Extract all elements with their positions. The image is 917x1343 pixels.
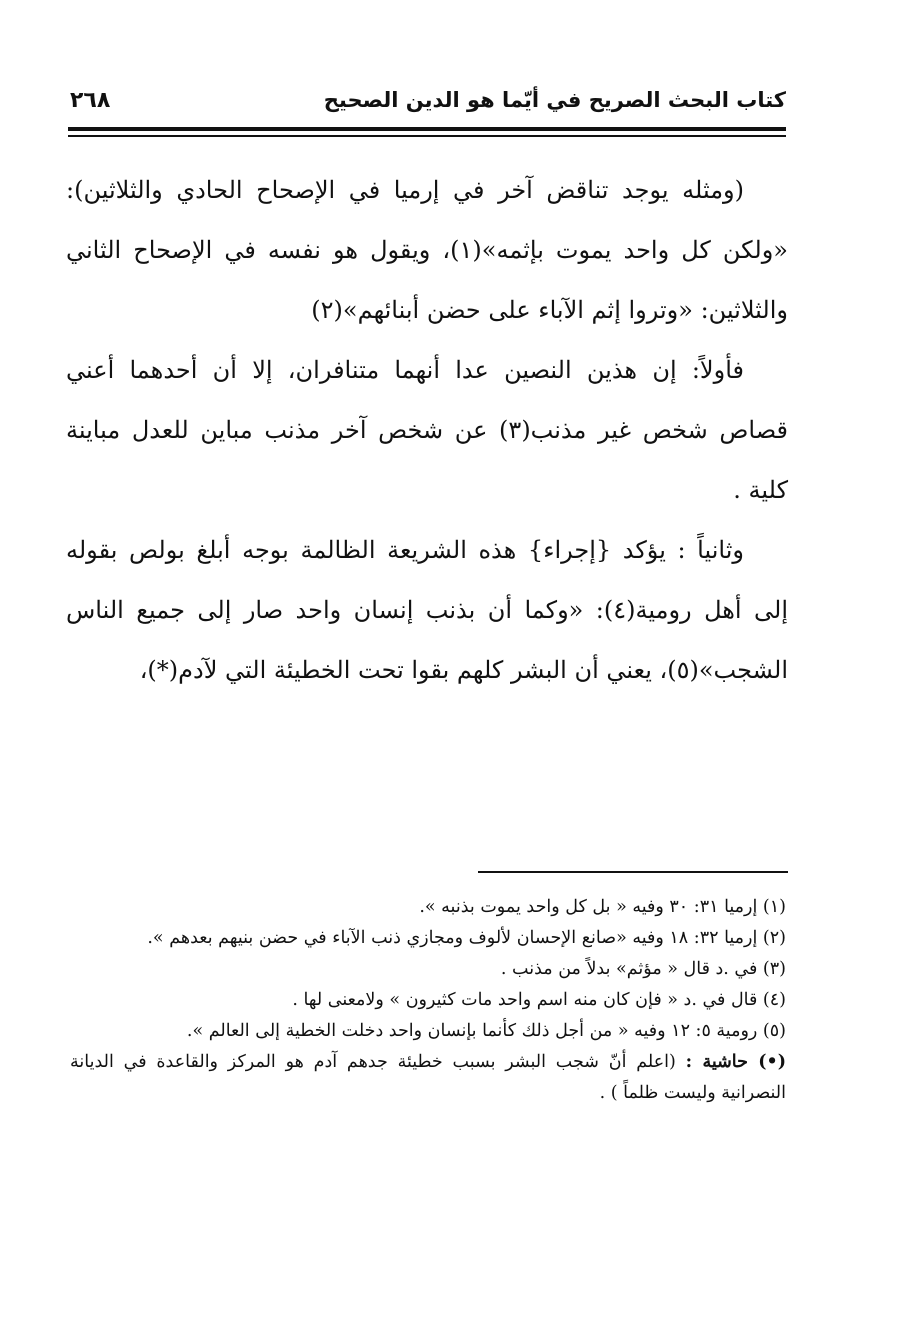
footnote-2: (٢) إرميا ٣٢: ١٨ وفيه «صانع الإحسان لألوف ومجازي ذنب الآباء في حضن بنيهم بعدهم ». (147, 928, 786, 948)
running-header (70, 88, 786, 124)
annotation-text: (اعلم أنّ شجب البشر بسبب خطيئة جدهم آدم هو المركز والقاعدة في الديانة النصرانية وليست ظلماً ) . (70, 1052, 786, 1103)
main-text (66, 160, 788, 700)
header-rule-thick (68, 127, 786, 131)
footnote-separator (478, 871, 788, 873)
book-title: كتاب البحث الصريح في أيّما هو الدين الصحيح (323, 88, 786, 112)
header-rule-thin (68, 135, 786, 137)
paragraph-3: وثانياً : يؤكد {إجراء} هذه الشريعة الظالمة بوجه أبلغ بولص بقوله إلى أهل رومية(٤): «وكما أن بذنب إنسان واحد صار إلى جميع الناس الشجب»(٥)، يعني أن البشر كلهم بقوا تحت الخطيئة التي لآدم(*)، (66, 536, 788, 684)
footnote-3: (٣) في .د قال « مؤثم» بدلاً من مذنب . (500, 959, 786, 979)
annotation-label: (•) حاشية : (685, 1052, 786, 1072)
annotation-note (70, 1047, 786, 1109)
footnotes (70, 892, 786, 1109)
footnote-5: (٥) رومية ٥: ١٢ وفيه « من أجل ذلك كأنما بإنسان واحد دخلت الخطية إلى العالم ». (186, 1021, 786, 1041)
paragraph-2: فأولاً: إن هذين النصين عدا أنهما متنافران، إلا أن أحدهما أعني قصاص شخص غير مذنب(٣) عن شخص آخر مذنب مباين للعدل مباينة كلية . (66, 356, 788, 504)
footnote-4: (٤) قال في .د « فإن كان منه اسم واحد مات كثيرون » ولامعنى لها . (292, 990, 786, 1010)
page-number: ٢٦٨ (70, 88, 111, 113)
footnote-1: (١) إرميا ٣١: ٣٠ وفيه « بل كل واحد يموت بذنبه ». (419, 897, 786, 917)
paragraph-1: (ومثله يوجد تناقض آخر في إرميا في الإصحاح الحادي والثلاثين): «ولكن كل واحد يموت بإثمه»(١)، ويقول هو نفسه في الإصحاح الثاني والثلاثين: «وتروا إثم الآباء على حضن أبنائهم»(٢) (66, 176, 788, 324)
